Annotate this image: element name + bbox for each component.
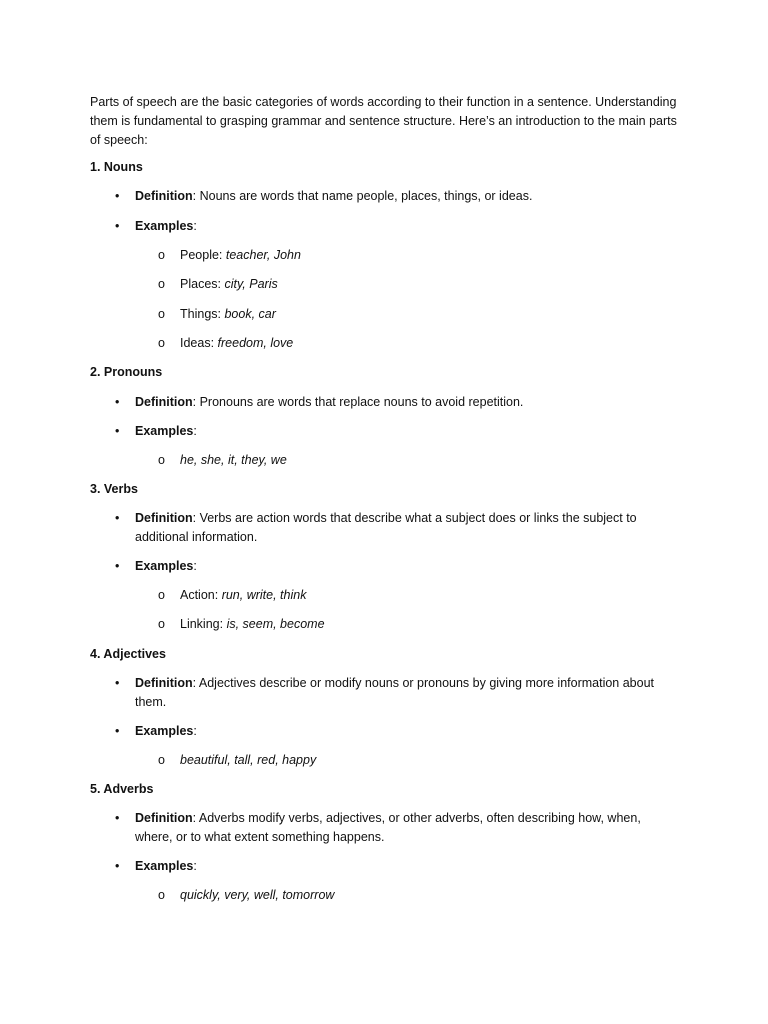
definition-label: Definition [135,189,193,203]
examples-item [115,722,675,741]
colon: : [193,424,197,438]
examples-label: Examples [135,424,194,438]
example-item [158,451,287,470]
colon: : [193,859,197,873]
example-item [158,334,294,353]
example-item [158,246,301,265]
section-title-nouns: 1. Nouns [90,160,143,174]
sub-bullet-glyph: o [158,753,165,767]
definition-text: : Nouns are words that name people, places, things, or ideas. [192,189,533,203]
bullet-glyph: • [115,511,120,525]
example-words: quickly, very, well, tomorrow [180,888,335,902]
definition-label: Definition [135,395,193,409]
examples-item [115,557,675,576]
example-words: is, seem, become [226,617,325,631]
definition-item [115,674,675,712]
example-words: beautiful, tall, red, happy [180,753,317,767]
sub-bullet-glyph: o [158,588,165,602]
examples-item [115,422,675,441]
definition-item [115,809,675,847]
example-prefix: Ideas: [180,336,218,350]
definition-text: : Adverbs modify verbs, adjectives, or other adverbs, often describing how, when, where, or to what extent something happens. [135,811,641,844]
example-item [158,275,278,294]
examples-label: Examples [135,859,194,873]
sub-bullet-glyph: o [158,336,165,350]
section-title-adverbs: 5. Adverbs [90,782,154,796]
sub-bullet-glyph: o [158,277,165,291]
example-prefix: People: [180,248,226,262]
bullet-glyph: • [115,424,120,438]
example-item [158,751,317,770]
bullet-glyph: • [115,724,120,738]
bullet-glyph: • [115,219,120,233]
definition-text: : Pronouns are words that replace nouns to avoid repetition. [192,395,524,409]
definition-item [115,393,675,412]
example-item [158,615,325,634]
intro-paragraph: Parts of speech are the basic categories of words according to their function in a sentence. Understanding them is fundamental to grasping grammar and sentence structure. Here’s an introduction to the main parts of speech: [90,95,677,147]
colon: : [193,219,197,233]
example-prefix: Action: [180,588,222,602]
section-title-verbs: 3. Verbs [90,482,138,496]
examples-item [115,857,675,876]
example-prefix: Places: [180,277,225,291]
example-prefix: Linking: [180,617,227,631]
definition-label: Definition [135,811,193,825]
definition-label: Definition [135,511,193,525]
bullet-glyph: • [115,676,120,690]
example-words: city, Paris [224,277,278,291]
definition-item [115,509,675,547]
sub-bullet-glyph: o [158,888,165,902]
bullet-glyph: • [115,811,120,825]
sub-bullet-glyph: o [158,617,165,631]
examples-label: Examples [135,724,194,738]
example-item [158,886,335,905]
example-words: freedom, love [217,336,294,350]
definition-text: : Adjectives describe or modify nouns or pronouns by giving more information about them. [135,676,654,709]
definition-text: : Verbs are action words that describe what a subject does or links the subject to additional information. [135,511,637,544]
examples-label: Examples [135,559,194,573]
colon: : [193,559,197,573]
definition-label: Definition [135,676,193,690]
bullet-glyph: • [115,859,120,873]
section-title-adjectives: 4. Adjectives [90,647,166,661]
bullet-glyph: • [115,189,120,203]
example-item [158,305,276,324]
definition-item [115,187,675,206]
section-title-pronouns: 2. Pronouns [90,365,163,379]
examples-item [115,217,675,236]
example-item [158,586,307,605]
example-words: book, car [224,307,276,321]
bullet-glyph: • [115,559,120,573]
example-words: he, she, it, they, we [180,453,287,467]
colon: : [193,724,197,738]
sub-bullet-glyph: o [158,453,165,467]
example-words: run, write, think [221,588,307,602]
example-prefix: Things: [180,307,225,321]
sub-bullet-glyph: o [158,248,165,262]
example-words: teacher, John [225,248,301,262]
examples-label: Examples [135,219,194,233]
bullet-glyph: • [115,395,120,409]
sub-bullet-glyph: o [158,307,165,321]
